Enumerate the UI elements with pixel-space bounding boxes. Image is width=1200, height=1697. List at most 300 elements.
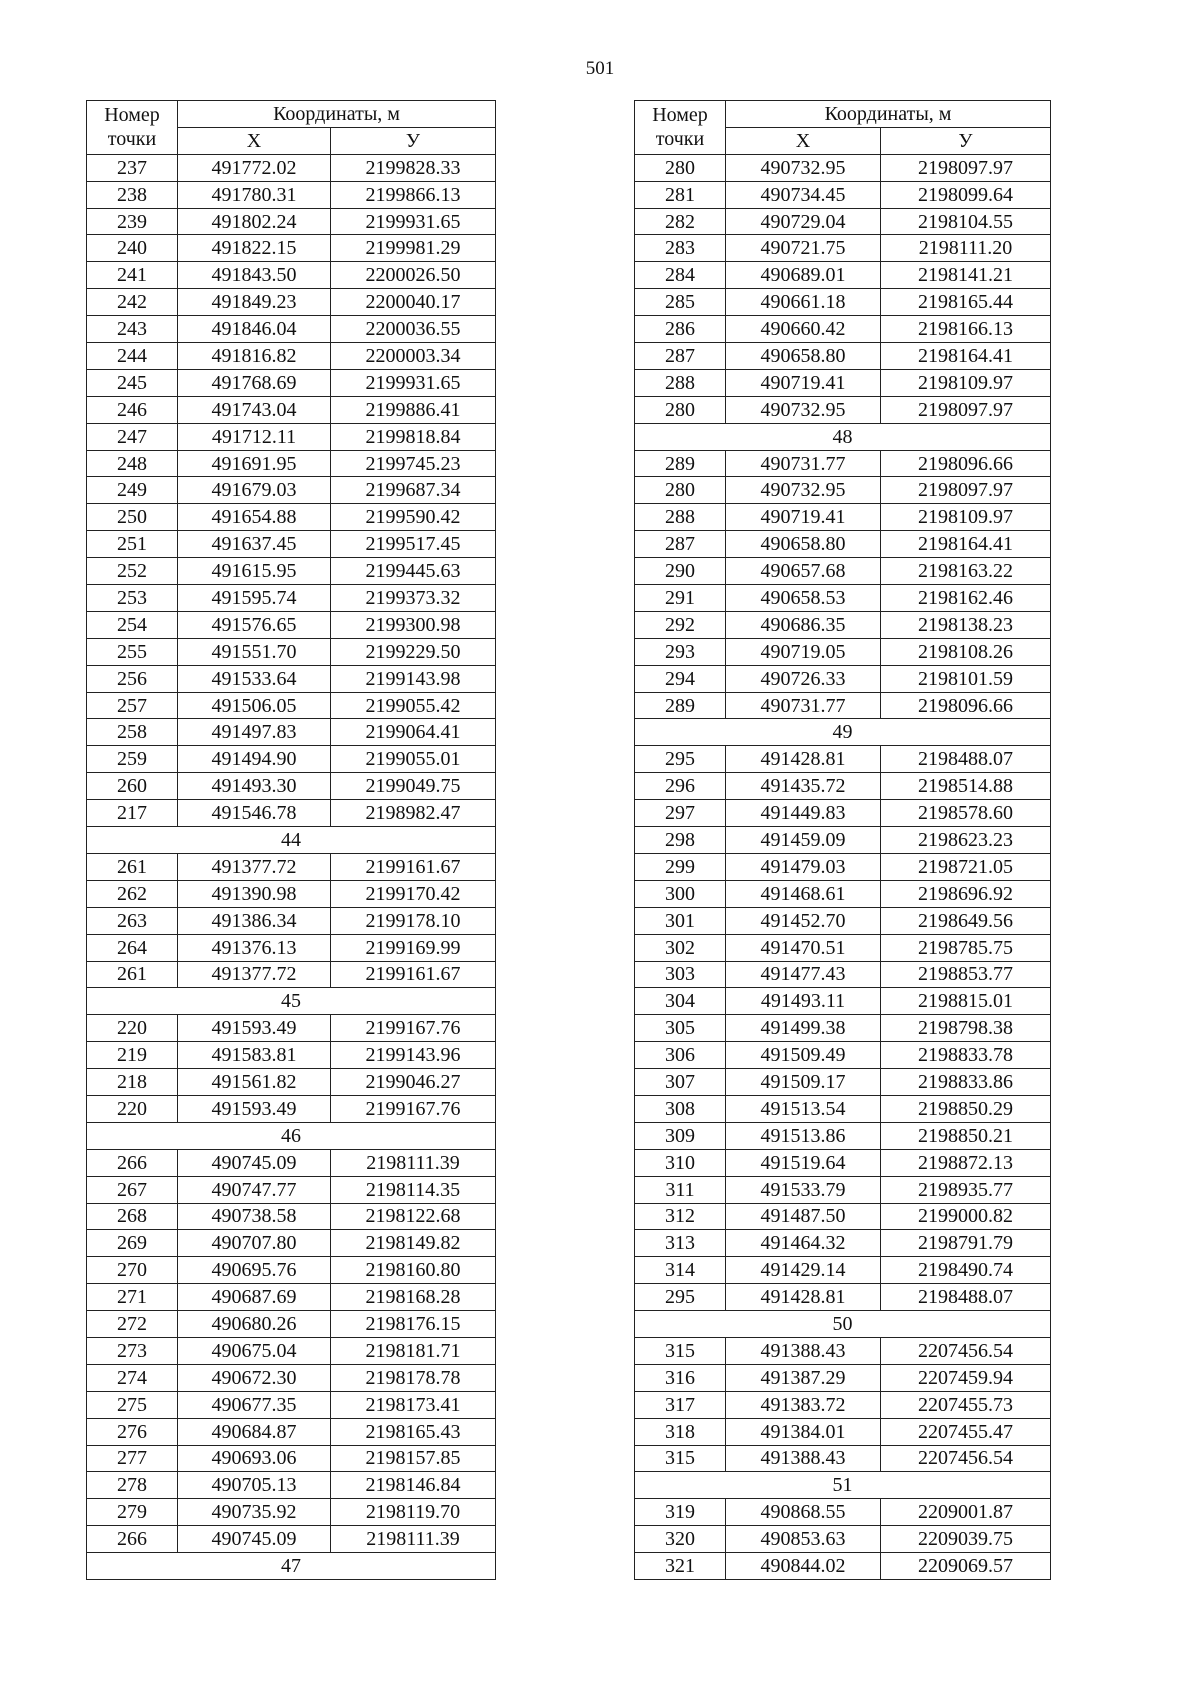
point-number-cell: 250 <box>87 504 178 531</box>
coordinates-header: Координаты, м <box>726 101 1051 128</box>
x-coordinate-cell: 490660.42 <box>726 316 881 343</box>
table-row <box>635 611 1051 638</box>
y-coordinate-cell: 2198097.97 <box>881 396 1051 423</box>
section-number: 44 <box>87 827 496 854</box>
point-number-cell: 287 <box>635 531 726 558</box>
table-row <box>635 1015 1051 1042</box>
y-coordinate-cell: 2198721.05 <box>881 853 1051 880</box>
table-row <box>635 504 1051 531</box>
table-row <box>87 423 496 450</box>
x-coordinate-cell: 490693.06 <box>178 1445 331 1472</box>
x-coordinate-cell: 491384.01 <box>726 1418 881 1445</box>
table-row <box>87 638 496 665</box>
x-coordinate-cell: 490719.41 <box>726 369 881 396</box>
y-coordinate-cell: 2198111.39 <box>331 1526 496 1553</box>
point-number-cell: 252 <box>87 558 178 585</box>
table-row <box>87 692 496 719</box>
point-number-cell: 219 <box>87 1042 178 1069</box>
point-number-cell: 315 <box>635 1337 726 1364</box>
section-number: 49 <box>635 719 1051 746</box>
point-number-cell: 305 <box>635 1015 726 1042</box>
point-number-cell: 277 <box>87 1445 178 1472</box>
point-number-cell: 312 <box>635 1203 726 1230</box>
section-row <box>635 719 1051 746</box>
point-number-cell: 310 <box>635 1149 726 1176</box>
table-row <box>87 665 496 692</box>
point-number-cell: 266 <box>87 1526 178 1553</box>
y-coordinate-cell: 2199055.42 <box>331 692 496 719</box>
table-row <box>87 1015 496 1042</box>
table-row <box>635 1095 1051 1122</box>
x-coordinate-cell: 491637.45 <box>178 531 331 558</box>
point-number-cell: 273 <box>87 1337 178 1364</box>
point-number-cell: 255 <box>87 638 178 665</box>
point-number-cell: 313 <box>635 1230 726 1257</box>
x-coordinate-cell: 490680.26 <box>178 1311 331 1338</box>
x-coordinate-cell: 491743.04 <box>178 396 331 423</box>
point-number-cell: 319 <box>635 1499 726 1526</box>
point-number-cell: 297 <box>635 800 726 827</box>
point-number-cell: 261 <box>87 961 178 988</box>
table-row <box>635 369 1051 396</box>
table-row <box>87 289 496 316</box>
point-number-cell: 276 <box>87 1418 178 1445</box>
table-row <box>87 1311 496 1338</box>
point-number-cell: 247 <box>87 423 178 450</box>
table-row <box>635 262 1051 289</box>
table-row <box>635 1364 1051 1391</box>
x-coordinate-cell: 491772.02 <box>178 154 331 181</box>
point-number-header-line1: Номер <box>652 104 708 127</box>
table-row <box>635 934 1051 961</box>
table-row <box>635 988 1051 1015</box>
y-header: У <box>881 127 1051 154</box>
table-row <box>87 208 496 235</box>
table-row <box>87 558 496 585</box>
x-coordinate-cell: 491429.14 <box>726 1257 881 1284</box>
y-coordinate-cell: 2199300.98 <box>331 611 496 638</box>
point-number-cell: 220 <box>87 1095 178 1122</box>
table-row <box>635 800 1051 827</box>
x-coordinate-cell: 490747.77 <box>178 1176 331 1203</box>
y-coordinate-cell: 2198176.15 <box>331 1311 496 1338</box>
point-number-cell: 259 <box>87 746 178 773</box>
point-number-cell: 317 <box>635 1391 726 1418</box>
point-number-cell: 290 <box>635 558 726 585</box>
point-number-cell: 316 <box>635 1364 726 1391</box>
table-row <box>635 1149 1051 1176</box>
point-number-cell: 280 <box>635 396 726 423</box>
x-coordinate-cell: 491494.90 <box>178 746 331 773</box>
table-row <box>635 638 1051 665</box>
x-coordinate-cell: 491712.11 <box>178 423 331 450</box>
y-coordinate-cell: 2199886.41 <box>331 396 496 423</box>
point-number-cell: 237 <box>87 154 178 181</box>
section-number: 46 <box>87 1122 496 1149</box>
y-coordinate-cell: 2209001.87 <box>881 1499 1051 1526</box>
y-coordinate-cell: 2198138.23 <box>881 611 1051 638</box>
point-number-cell: 257 <box>87 692 178 719</box>
y-coordinate-cell: 2198101.59 <box>881 665 1051 692</box>
table-row <box>87 1042 496 1069</box>
section-number: 47 <box>87 1553 496 1580</box>
x-coordinate-cell: 490732.95 <box>726 477 881 504</box>
y-coordinate-cell: 2198166.13 <box>881 316 1051 343</box>
point-number-cell: 299 <box>635 853 726 880</box>
point-number-cell: 295 <box>635 746 726 773</box>
table-row <box>635 1230 1051 1257</box>
point-number-cell: 302 <box>635 934 726 961</box>
x-header: X <box>726 127 881 154</box>
y-coordinate-cell: 2199049.75 <box>331 773 496 800</box>
x-coordinate-cell: 491449.83 <box>726 800 881 827</box>
x-coordinate-cell: 491509.49 <box>726 1042 881 1069</box>
header-row <box>635 101 1051 128</box>
table-row <box>635 1337 1051 1364</box>
x-coordinate-cell: 491377.72 <box>178 961 331 988</box>
y-coordinate-cell: 2199517.45 <box>331 531 496 558</box>
y-coordinate-cell: 2200040.17 <box>331 289 496 316</box>
x-coordinate-cell: 491497.83 <box>178 719 331 746</box>
x-coordinate-cell: 490686.35 <box>726 611 881 638</box>
point-number-cell: 280 <box>635 477 726 504</box>
point-number-cell: 271 <box>87 1284 178 1311</box>
table-row <box>87 907 496 934</box>
table-row <box>635 477 1051 504</box>
y-coordinate-cell: 2198108.26 <box>881 638 1051 665</box>
table-row <box>635 1042 1051 1069</box>
table-row <box>635 1284 1051 1311</box>
table-row <box>87 154 496 181</box>
x-coordinate-cell: 491654.88 <box>178 504 331 531</box>
y-coordinate-cell: 2198097.97 <box>881 477 1051 504</box>
x-coordinate-cell: 491533.79 <box>726 1176 881 1203</box>
point-number-header <box>635 101 726 155</box>
point-number-cell: 287 <box>635 343 726 370</box>
point-number-cell: 239 <box>87 208 178 235</box>
section-row <box>635 1311 1051 1338</box>
y-coordinate-cell: 2198119.70 <box>331 1499 496 1526</box>
x-coordinate-cell: 491691.95 <box>178 450 331 477</box>
table-row <box>87 1391 496 1418</box>
point-number-cell: 240 <box>87 235 178 262</box>
y-coordinate-cell: 2198578.60 <box>881 800 1051 827</box>
table-row <box>87 853 496 880</box>
y-coordinate-cell: 2198982.47 <box>331 800 496 827</box>
x-coordinate-cell: 490868.55 <box>726 1499 881 1526</box>
point-number-cell: 311 <box>635 1176 726 1203</box>
y-coordinate-cell: 2199055.01 <box>331 746 496 773</box>
y-coordinate-cell: 2199169.99 <box>331 934 496 961</box>
table-row <box>635 450 1051 477</box>
y-coordinate-cell: 2209069.57 <box>881 1553 1051 1580</box>
y-coordinate-cell: 2198514.88 <box>881 773 1051 800</box>
x-coordinate-cell: 491595.74 <box>178 585 331 612</box>
point-number-cell: 314 <box>635 1257 726 1284</box>
table-row <box>87 396 496 423</box>
y-coordinate-cell: 2199178.10 <box>331 907 496 934</box>
x-coordinate-cell: 491428.81 <box>726 746 881 773</box>
x-coordinate-cell: 491593.49 <box>178 1095 331 1122</box>
x-coordinate-cell: 491551.70 <box>178 638 331 665</box>
x-coordinate-cell: 491533.64 <box>178 665 331 692</box>
table-row <box>635 880 1051 907</box>
point-number-header-line2: точки <box>655 128 705 151</box>
y-coordinate-cell: 2200003.34 <box>331 343 496 370</box>
y-coordinate-cell: 2198149.82 <box>331 1230 496 1257</box>
point-number-cell: 283 <box>635 235 726 262</box>
point-number-cell: 308 <box>635 1095 726 1122</box>
table-row <box>635 316 1051 343</box>
y-coordinate-cell: 2199161.67 <box>331 853 496 880</box>
table-row <box>87 316 496 343</box>
table-row <box>87 1445 496 1472</box>
x-coordinate-cell: 491513.86 <box>726 1122 881 1149</box>
table-row <box>87 1069 496 1096</box>
x-coordinate-cell: 490726.33 <box>726 665 881 692</box>
point-number-cell: 306 <box>635 1042 726 1069</box>
point-number-cell: 254 <box>87 611 178 638</box>
table-row <box>87 1499 496 1526</box>
x-coordinate-cell: 490677.35 <box>178 1391 331 1418</box>
x-coordinate-cell: 490732.95 <box>726 154 881 181</box>
x-coordinate-cell: 490719.05 <box>726 638 881 665</box>
section-row <box>635 1472 1051 1499</box>
y-coordinate-cell: 2198488.07 <box>881 746 1051 773</box>
point-number-cell: 272 <box>87 1311 178 1338</box>
y-coordinate-cell: 2198178.78 <box>331 1364 496 1391</box>
y-coordinate-cell: 2199373.32 <box>331 585 496 612</box>
y-coordinate-cell: 2198850.29 <box>881 1095 1051 1122</box>
table-row <box>635 1203 1051 1230</box>
x-coordinate-cell: 490707.80 <box>178 1230 331 1257</box>
x-coordinate-cell: 490687.69 <box>178 1284 331 1311</box>
point-number-cell: 301 <box>635 907 726 934</box>
point-number-cell: 278 <box>87 1472 178 1499</box>
table-row <box>87 800 496 827</box>
x-coordinate-cell: 490735.92 <box>178 1499 331 1526</box>
x-coordinate-cell: 491768.69 <box>178 369 331 396</box>
point-number-header-line1: Номер <box>104 104 160 127</box>
x-coordinate-cell: 491679.03 <box>178 477 331 504</box>
x-coordinate-cell: 491780.31 <box>178 181 331 208</box>
table-row <box>87 1176 496 1203</box>
table-row <box>87 1095 496 1122</box>
table-row <box>87 477 496 504</box>
table-row <box>87 746 496 773</box>
table-row <box>635 558 1051 585</box>
point-number-cell: 320 <box>635 1526 726 1553</box>
y-header: У <box>331 127 496 154</box>
y-coordinate-cell: 2199143.96 <box>331 1042 496 1069</box>
x-coordinate-cell: 490675.04 <box>178 1337 331 1364</box>
point-number-cell: 291 <box>635 585 726 612</box>
y-coordinate-cell: 2198111.20 <box>881 235 1051 262</box>
y-coordinate-cell: 2198623.23 <box>881 827 1051 854</box>
y-coordinate-cell: 2198141.21 <box>881 262 1051 289</box>
y-coordinate-cell: 2198168.28 <box>331 1284 496 1311</box>
x-coordinate-cell: 491513.54 <box>726 1095 881 1122</box>
header-row <box>87 101 496 128</box>
table-row <box>87 450 496 477</box>
point-number-cell: 303 <box>635 961 726 988</box>
y-coordinate-cell: 2207455.73 <box>881 1391 1051 1418</box>
table-row <box>635 289 1051 316</box>
point-number-cell: 251 <box>87 531 178 558</box>
table-row <box>87 504 496 531</box>
x-coordinate-cell: 491386.34 <box>178 907 331 934</box>
table-row <box>635 1069 1051 1096</box>
y-coordinate-cell: 2199931.65 <box>331 208 496 235</box>
x-coordinate-cell: 490658.80 <box>726 343 881 370</box>
point-number-cell: 281 <box>635 181 726 208</box>
y-coordinate-cell: 2198163.22 <box>881 558 1051 585</box>
x-coordinate-cell: 490731.77 <box>726 692 881 719</box>
point-number-cell: 246 <box>87 396 178 423</box>
y-coordinate-cell: 2199170.42 <box>331 880 496 907</box>
x-coordinate-cell: 491452.70 <box>726 907 881 934</box>
point-number-cell: 293 <box>635 638 726 665</box>
x-coordinate-cell: 491487.50 <box>726 1203 881 1230</box>
point-number-cell: 244 <box>87 343 178 370</box>
x-coordinate-cell: 491816.82 <box>178 343 331 370</box>
y-coordinate-cell: 2198164.41 <box>881 531 1051 558</box>
x-coordinate-cell: 490738.58 <box>178 1203 331 1230</box>
table-row <box>635 1176 1051 1203</box>
y-coordinate-cell: 2198097.97 <box>881 154 1051 181</box>
section-row <box>87 988 496 1015</box>
table-row <box>635 208 1051 235</box>
point-number-cell: 295 <box>635 1284 726 1311</box>
table-row <box>635 1553 1051 1580</box>
table-row <box>87 343 496 370</box>
section-row <box>635 423 1051 450</box>
point-number-cell: 279 <box>87 1499 178 1526</box>
table-row <box>635 1122 1051 1149</box>
x-coordinate-cell: 490672.30 <box>178 1364 331 1391</box>
table-row <box>635 1418 1051 1445</box>
point-number-cell: 242 <box>87 289 178 316</box>
table-row <box>87 1526 496 1553</box>
point-number-cell: 217 <box>87 800 178 827</box>
x-coordinate-cell: 491470.51 <box>726 934 881 961</box>
y-coordinate-cell: 2200036.55 <box>331 316 496 343</box>
y-coordinate-cell: 2198096.66 <box>881 692 1051 719</box>
point-number-cell: 318 <box>635 1418 726 1445</box>
point-number-cell: 256 <box>87 665 178 692</box>
y-coordinate-cell: 2198785.75 <box>881 934 1051 961</box>
point-number-cell: 282 <box>635 208 726 235</box>
y-coordinate-cell: 2199590.42 <box>331 504 496 531</box>
point-number-cell: 284 <box>635 262 726 289</box>
point-number-cell: 248 <box>87 450 178 477</box>
y-coordinate-cell: 2198173.41 <box>331 1391 496 1418</box>
x-coordinate-cell: 491509.17 <box>726 1069 881 1096</box>
x-coordinate-cell: 491376.13 <box>178 934 331 961</box>
y-coordinate-cell: 2199161.67 <box>331 961 496 988</box>
y-coordinate-cell: 2198181.71 <box>331 1337 496 1364</box>
y-coordinate-cell: 2199981.29 <box>331 235 496 262</box>
x-coordinate-cell: 491493.30 <box>178 773 331 800</box>
table-row <box>635 235 1051 262</box>
coordinates-header: Координаты, м <box>178 101 496 128</box>
point-number-cell: 264 <box>87 934 178 961</box>
table-row <box>635 1526 1051 1553</box>
y-coordinate-cell: 2199828.33 <box>331 154 496 181</box>
x-coordinate-cell: 490657.68 <box>726 558 881 585</box>
point-number-cell: 304 <box>635 988 726 1015</box>
x-coordinate-cell: 490658.80 <box>726 531 881 558</box>
y-coordinate-cell: 2198165.44 <box>881 289 1051 316</box>
point-number-cell: 275 <box>87 1391 178 1418</box>
table-row <box>87 1364 496 1391</box>
table-row <box>635 181 1051 208</box>
table-row <box>635 746 1051 773</box>
y-coordinate-cell: 2199818.84 <box>331 423 496 450</box>
point-number-cell: 285 <box>635 289 726 316</box>
table-row <box>635 154 1051 181</box>
section-number: 51 <box>635 1472 1051 1499</box>
point-number-cell: 269 <box>87 1230 178 1257</box>
x-coordinate-cell: 491390.98 <box>178 880 331 907</box>
x-coordinate-cell: 491561.82 <box>178 1069 331 1096</box>
point-number-cell: 274 <box>87 1364 178 1391</box>
point-number-cell: 267 <box>87 1176 178 1203</box>
y-coordinate-cell: 2198160.80 <box>331 1257 496 1284</box>
table-row <box>635 585 1051 612</box>
y-coordinate-cell: 2198791.79 <box>881 1230 1051 1257</box>
y-coordinate-cell: 2198488.07 <box>881 1284 1051 1311</box>
point-number-cell: 300 <box>635 880 726 907</box>
x-coordinate-cell: 490844.02 <box>726 1553 881 1580</box>
table-row <box>635 665 1051 692</box>
y-coordinate-cell: 2199046.27 <box>331 1069 496 1096</box>
point-number-cell: 263 <box>87 907 178 934</box>
table-row <box>635 853 1051 880</box>
point-number-cell: 243 <box>87 316 178 343</box>
point-number-cell: 294 <box>635 665 726 692</box>
point-number-cell: 321 <box>635 1553 726 1580</box>
x-coordinate-cell: 491428.81 <box>726 1284 881 1311</box>
y-coordinate-cell: 2198165.43 <box>331 1418 496 1445</box>
y-coordinate-cell: 2207455.47 <box>881 1418 1051 1445</box>
y-coordinate-cell: 2199064.41 <box>331 719 496 746</box>
table-row <box>87 1337 496 1364</box>
x-coordinate-cell: 490705.13 <box>178 1472 331 1499</box>
table-row <box>635 343 1051 370</box>
y-coordinate-cell: 2198935.77 <box>881 1176 1051 1203</box>
table-row <box>87 611 496 638</box>
y-coordinate-cell: 2198853.77 <box>881 961 1051 988</box>
section-number: 45 <box>87 988 496 1015</box>
point-number-cell: 238 <box>87 181 178 208</box>
point-number-cell: 268 <box>87 1203 178 1230</box>
point-number-cell: 220 <box>87 1015 178 1042</box>
x-coordinate-cell: 491388.43 <box>726 1445 881 1472</box>
point-number-cell: 249 <box>87 477 178 504</box>
table-row <box>87 1418 496 1445</box>
x-coordinate-cell: 491615.95 <box>178 558 331 585</box>
x-coordinate-cell: 491464.32 <box>726 1230 881 1257</box>
point-number-cell: 260 <box>87 773 178 800</box>
point-number-cell: 309 <box>635 1122 726 1149</box>
section-number: 50 <box>635 1311 1051 1338</box>
table-row <box>87 531 496 558</box>
x-coordinate-cell: 491459.09 <box>726 827 881 854</box>
y-coordinate-cell: 2198490.74 <box>881 1257 1051 1284</box>
point-number-cell: 288 <box>635 504 726 531</box>
x-coordinate-cell: 491506.05 <box>178 692 331 719</box>
